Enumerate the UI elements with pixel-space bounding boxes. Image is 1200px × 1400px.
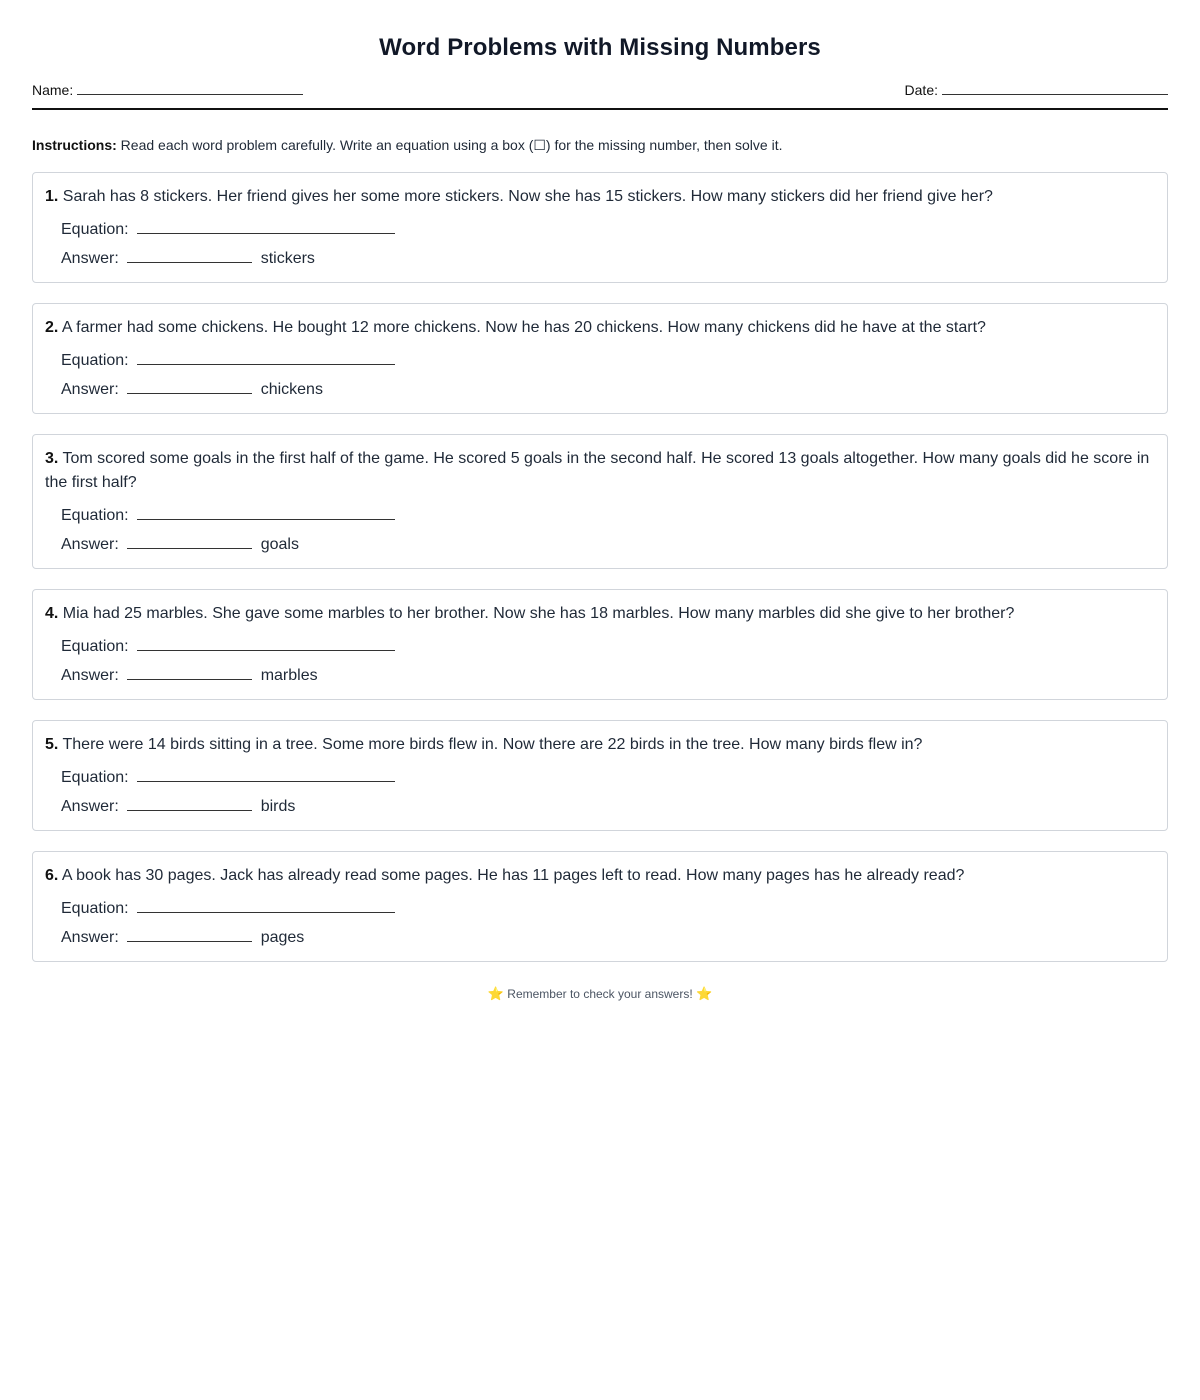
answer-unit: pages [260, 929, 305, 946]
problem-text: Mia had 25 marbles. She gave some marbles to her brother. Now she has 18 marbles. How many marbles did she give to her brother? [58, 605, 1015, 622]
footer-reminder [32, 986, 1168, 1002]
answer-label: Answer: [61, 536, 119, 553]
date-field [905, 80, 1168, 98]
answer-unit: goals [260, 536, 299, 553]
problem-text: Sarah has 8 stickers. Her friend gives her some more stickers. Now she has 15 stickers. How many stickers did her friend give her? [58, 188, 993, 205]
problem-text: There were 14 birds sitting in a tree. Some more birds flew in. Now there are 22 birds in the tree. How many birds flew in? [58, 736, 923, 753]
star-icon: ⭐ [696, 986, 713, 1001]
problem-question [45, 602, 1155, 626]
answer-line [61, 532, 1155, 557]
answer-label: Answer: [61, 798, 119, 815]
answer-unit: chickens [260, 381, 323, 398]
answer-line [61, 794, 1155, 819]
equation-label: Equation: [61, 507, 129, 524]
equation-blank[interactable] [137, 765, 395, 782]
answer-blank[interactable] [127, 532, 252, 549]
answer-unit: marbles [260, 667, 318, 684]
answer-label: Answer: [61, 250, 119, 267]
problem-number: 4. [45, 605, 59, 622]
problem-text: A farmer had some chickens. He bought 12 more chickens. Now he has 20 chickens. How many chickens did he have at the start? [58, 319, 986, 336]
problem-number: 2. [45, 319, 59, 336]
answer-label: Answer: [61, 667, 119, 684]
problem-number: 1. [45, 188, 59, 205]
problem-number: 5. [45, 736, 59, 753]
equation-label: Equation: [61, 638, 129, 655]
equation-blank[interactable] [137, 503, 395, 520]
problem-text: Tom scored some goals in the first half of the game. He scored 5 goals in the second half. He scored 13 goals altogether. How many goals did he score in the first half? [45, 450, 1150, 491]
name-blank[interactable] [77, 80, 303, 95]
problem-card [32, 589, 1168, 700]
equation-label: Equation: [61, 221, 129, 238]
page-title: Word Problems with Missing Numbers [379, 34, 821, 61]
problem-card [32, 720, 1168, 831]
problem-card [32, 172, 1168, 283]
star-icon: ⭐ [487, 986, 504, 1001]
equation-blank[interactable] [137, 348, 395, 365]
name-field [32, 80, 303, 98]
answer-blank[interactable] [127, 925, 252, 942]
instructions-text: Read each word problem carefully. Write an equation using a box (☐) for the missing number, then solve it. [116, 137, 783, 153]
answer-unit: birds [260, 798, 296, 815]
answer-line [61, 377, 1155, 402]
equation-line [61, 765, 1155, 790]
date-blank[interactable] [942, 80, 1168, 95]
equation-line [61, 217, 1155, 242]
problem-question [45, 733, 1155, 757]
problem-question [45, 316, 1155, 340]
equation-blank[interactable] [137, 634, 395, 651]
equation-line [61, 348, 1155, 373]
equation-line [61, 634, 1155, 659]
equation-blank[interactable] [137, 896, 395, 913]
problem-question [45, 185, 1155, 209]
problem-card [32, 303, 1168, 414]
answer-unit: stickers [260, 250, 315, 267]
answer-blank[interactable] [127, 246, 252, 263]
problem-card [32, 851, 1168, 962]
problem-question [45, 447, 1155, 495]
answer-line [61, 246, 1155, 271]
equation-label: Equation: [61, 352, 129, 369]
header-fields [32, 80, 1168, 110]
problem-number: 6. [45, 867, 59, 884]
equation-label: Equation: [61, 900, 129, 917]
instructions-label: Instructions: [32, 137, 117, 153]
name-label: Name: [32, 82, 74, 98]
instructions [32, 136, 1168, 154]
equation-blank[interactable] [137, 217, 395, 234]
problem-text: A book has 30 pages. Jack has already read some pages. He has 11 pages left to read. How many pages has he already read? [58, 867, 965, 884]
problem-number: 3. [45, 450, 59, 467]
answer-line [61, 663, 1155, 688]
answer-blank[interactable] [127, 794, 252, 811]
answer-label: Answer: [61, 929, 119, 946]
answer-label: Answer: [61, 381, 119, 398]
answer-blank[interactable] [127, 377, 252, 394]
answer-line [61, 925, 1155, 950]
problem-question [45, 864, 1155, 888]
answer-blank[interactable] [127, 663, 252, 680]
footer-text: Remember to check your answers! [503, 987, 697, 1001]
equation-line [61, 896, 1155, 921]
equation-line [61, 503, 1155, 528]
equation-label: Equation: [61, 769, 129, 786]
problem-card [32, 434, 1168, 569]
date-label: Date: [904, 82, 938, 98]
